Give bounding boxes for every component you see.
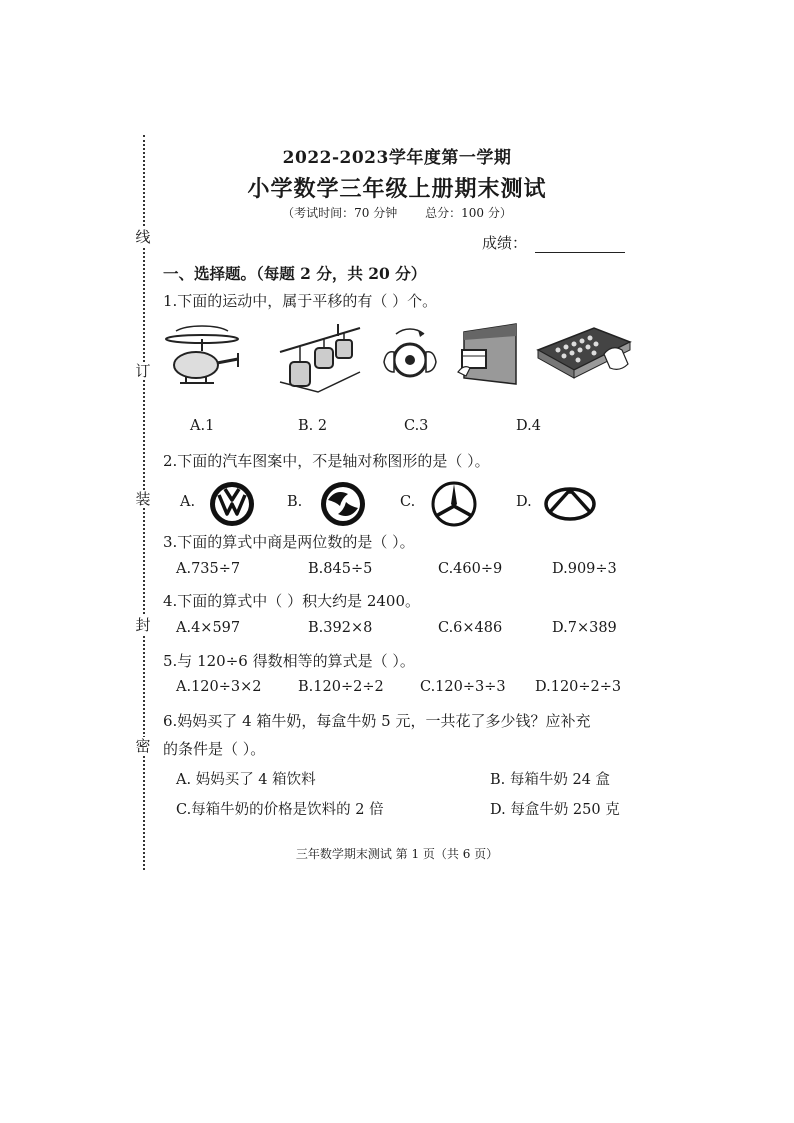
q5-option-b[interactable]: B.120÷2÷2 — [298, 679, 384, 695]
q3-stem: 3.下面的算式中商是两位数的是（ ）。 — [163, 533, 415, 551]
section-title: 一、选择题。（每题 2 分，共 20 分） — [163, 264, 427, 283]
exam-title: 小学数学三年级上册期末测试 — [247, 176, 547, 202]
q2-stem: 2.下面的汽车图案中，不是轴对称图形的是（ ）。 — [163, 452, 490, 470]
q6-option-a[interactable]: A. 妈妈买了 4 箱饮料 — [176, 772, 316, 788]
q6-stem-line2: 的条件是（ ）。 — [163, 740, 266, 758]
q1-option-b[interactable]: B. 2 — [298, 418, 328, 434]
binding-char-ding: 订 — [135, 362, 151, 380]
infiniti-logo-icon[interactable] — [544, 486, 596, 522]
exam-info — [0, 204, 794, 221]
q4-stem: 4.下面的算式中（ ）积大约是 2400。 — [163, 592, 421, 610]
drawer-icon — [456, 322, 518, 386]
q2-option-a-label[interactable]: A. — [180, 494, 196, 510]
q5-option-c[interactable]: C.120÷3÷3 — [420, 679, 506, 695]
q4-option-c[interactable]: C.6×486 — [438, 620, 503, 636]
q4-option-d[interactable]: D.7×389 — [552, 620, 617, 636]
q1-stem: 1.下面的运动中，属于平移的有（ ）个。 — [163, 292, 438, 310]
binding-char-zhuang: 装 — [135, 490, 151, 508]
mercedes-logo-icon[interactable] — [430, 480, 478, 528]
exam-total: 总分：100 分） — [425, 206, 512, 220]
q1-option-d[interactable]: D.4 — [516, 418, 541, 434]
exam-time: （考试时间：70 分钟 — [282, 206, 398, 220]
binding-char-xian: 线 — [135, 228, 151, 246]
q3-option-c[interactable]: C.460÷9 — [438, 561, 503, 577]
q4-option-b[interactable]: B.392×8 — [308, 620, 373, 636]
q2-option-c-label[interactable]: C. — [400, 494, 416, 510]
binding-char-feng: 封 — [135, 616, 151, 634]
q6-option-b[interactable]: B. 每箱牛奶 24 盒 — [490, 772, 611, 788]
q6-option-d[interactable]: D. 每盒牛奶 250 克 — [490, 802, 620, 818]
q3-option-d[interactable]: D.909÷3 — [552, 561, 617, 577]
q6-stem-line1: 6.妈妈买了 4 箱牛奶，每盒牛奶 5 元，一共花了多少钱？应补充 — [163, 712, 591, 730]
steering-wheel-icon — [380, 322, 440, 388]
q1-option-c[interactable]: C.3 — [404, 418, 429, 434]
q2-option-b-label[interactable]: B. — [287, 494, 303, 510]
q6-option-c[interactable]: C.每箱牛奶的价格是饮料的 2 倍 — [176, 802, 384, 818]
q2-option-d-label[interactable]: D. — [516, 494, 532, 510]
q3-option-a[interactable]: A.735÷7 — [176, 561, 241, 577]
q5-option-a[interactable]: A.120÷3×2 — [176, 679, 262, 695]
volkswagen-logo-icon[interactable] — [208, 480, 256, 528]
q5-stem: 5.与 120÷6 得数相等的算式是（ ）。 — [163, 652, 415, 670]
page-footer: 三年数学期末测试 第 1 页（共 6 页） — [295, 847, 499, 861]
exam-year: 2022-2023学年度第一学期 — [282, 148, 512, 168]
score-field — [482, 232, 625, 253]
binding-char-mi: 密 — [135, 737, 151, 755]
score-blank[interactable] — [535, 238, 625, 253]
score-label: 成绩： — [482, 234, 528, 252]
abacus-icon — [534, 320, 634, 382]
helicopter-icon — [162, 325, 244, 395]
q3-option-b[interactable]: B.845÷5 — [308, 561, 373, 577]
cable-car-icon — [278, 322, 362, 394]
q1-option-a[interactable]: A.1 — [190, 418, 215, 434]
dongfeng-logo-icon[interactable] — [318, 480, 368, 528]
q4-option-a[interactable]: A.4×597 — [176, 620, 241, 636]
q5-option-d[interactable]: D.120÷2÷3 — [535, 679, 622, 695]
